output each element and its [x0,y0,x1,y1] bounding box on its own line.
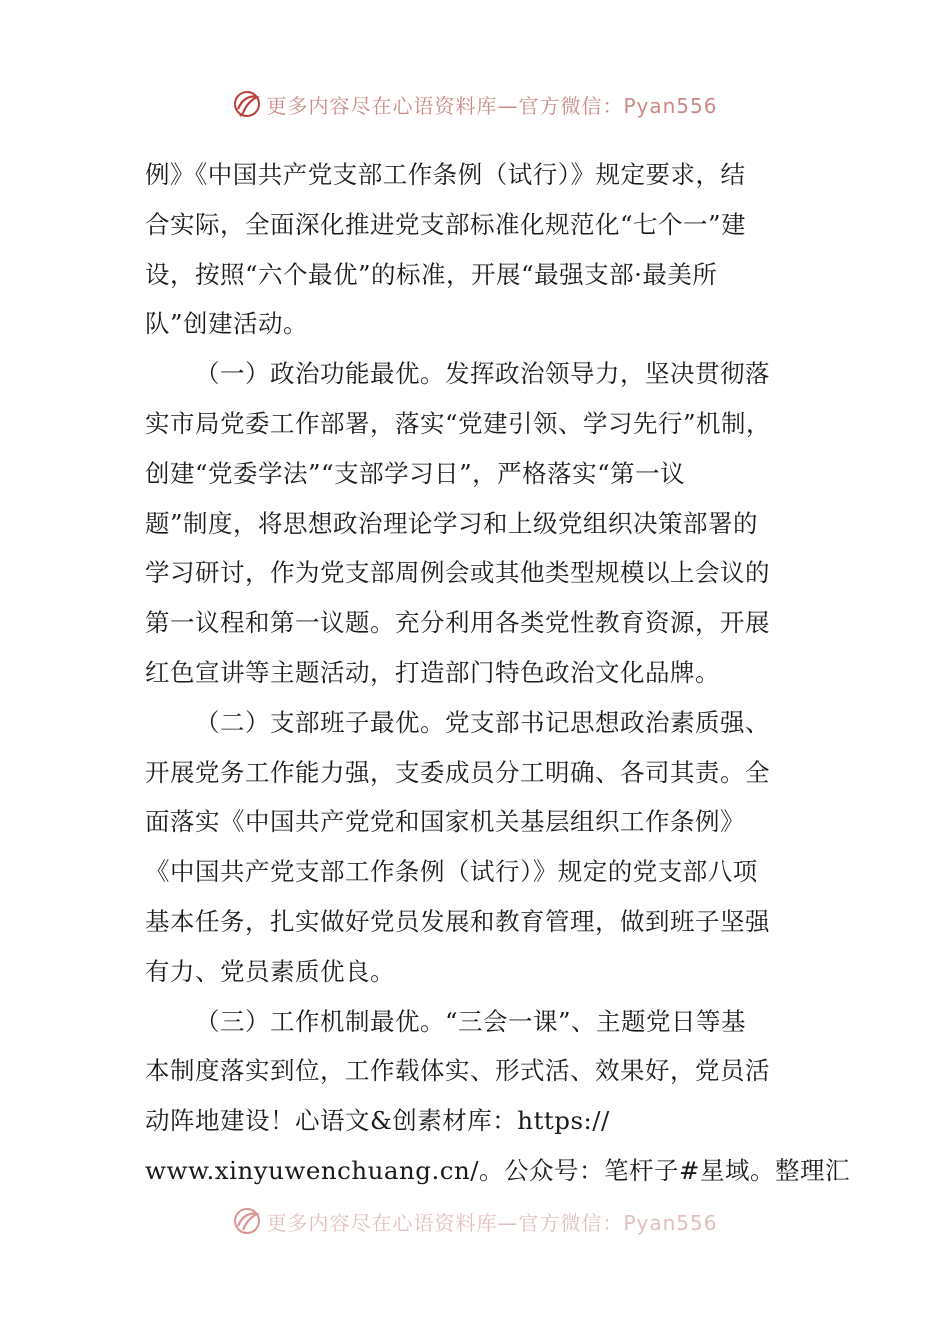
paragraph-line: 合实际，全面深化推进党支部标准化规范化“七个一”建 [145,209,747,239]
paragraph-line: 队”创建活动。 [145,309,309,339]
paragraph-line: 《中国共产党支部工作条例（试行）》规定的党支部八项 [145,857,758,887]
paragraph-line: 创建“党委学法”“支部学习日”，严格落实“第一议 [145,458,686,488]
pen-scroll-logo-icon [232,1206,262,1236]
paragraph-line: 基本任务，扎实做好党员发展和教育管理，做到班子坚强 [145,906,770,936]
paragraph-line: 第一议程和第一议题。充分利用各类党性教育资源，开展 [145,608,770,638]
paragraph-line: 本制度落实到位，工作载体实、形式活、效果好，党员活 [145,1056,770,1086]
paragraph-first-line: （一）政治功能最优。发挥政治领导力，坚决贯彻落 [195,359,770,389]
paragraph-line: 学习研讨，作为党支部周例会或其他类型规模以上会议的 [145,558,770,588]
watermark-text: 更多内容尽在心语资料库—官方微信：Pyan556 [266,1210,718,1235]
footer-watermark [0,1204,950,1238]
pen-scroll-logo-icon [232,89,262,119]
watermark-text: 更多内容尽在心语资料库—官方微信：Pyan556 [266,93,718,118]
paragraph-first-line: （二）支部班子最优。党支部书记思想政治素质强、 [195,707,770,737]
paragraph-line: 红色宣讲等主题活动，打造部门特色政治文化品牌。 [145,657,720,687]
document-body [145,150,851,1196]
paragraph-line: 题”制度，将思想政治理论学习和上级党组织决策部署的 [145,508,759,538]
paragraph-line: 动阵地建设！心语文&创素材库：https:// [145,1106,610,1136]
paragraph-line: 例》《中国共产党支部工作条例（试行）》规定要求，结 [145,160,746,189]
header-watermark [0,84,950,124]
paragraph-line: 开展党务工作能力强，支委成员分工明确、各司其责。全 [145,757,770,787]
paragraph-line: www.xinyuwenchuang.cn/。公众号：笔杆子#星域。整理汇 [145,1155,851,1185]
paragraph-line: 面落实《中国共产党党和国家机关基层组织工作条例》 [145,807,745,837]
paragraph-line: 实市局党委工作部署，落实“党建引领、学习先行”机制， [145,408,772,438]
paragraph-line: 设，按照“六个最优”的标准，开展“最强支部·最美所 [145,259,718,289]
paragraph-first-line: （三）工作机制最优。“三会一课”、主题党日等基 [195,1006,747,1036]
paragraph-line: 有力、党员素质优良。 [145,956,395,986]
